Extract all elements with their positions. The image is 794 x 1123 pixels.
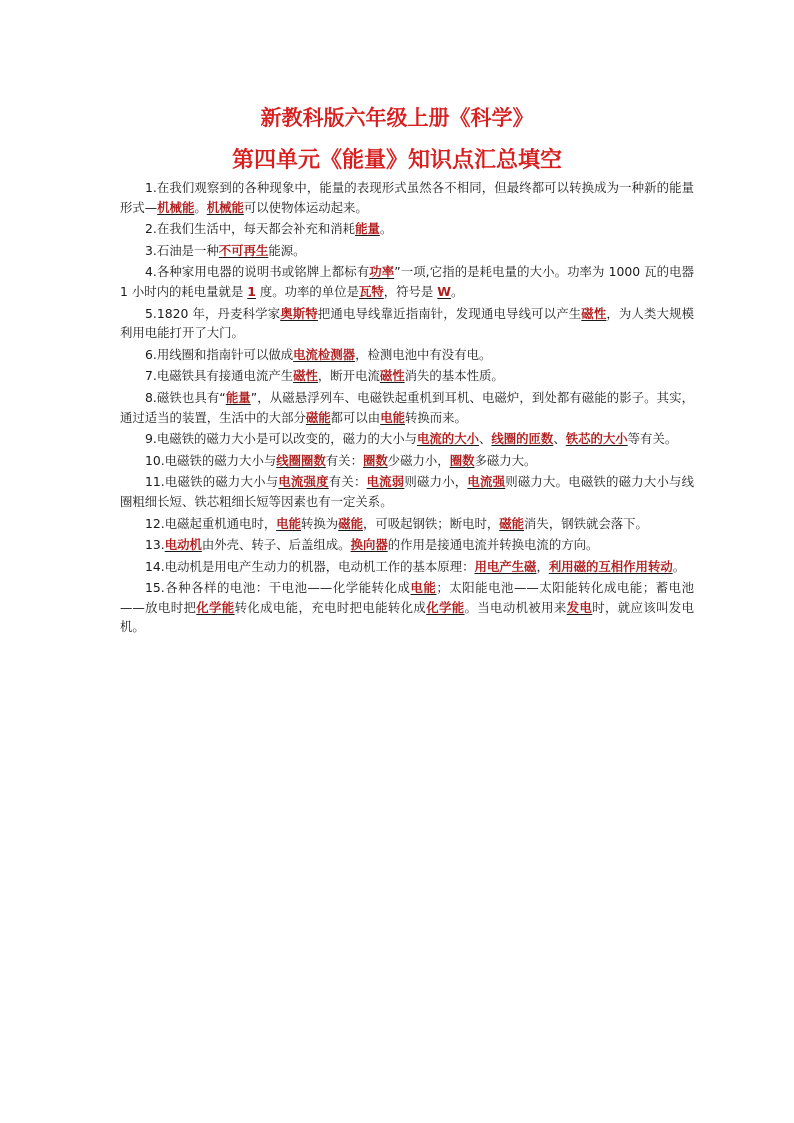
statement-text: 的作用是接通电流并转换电流的方向。 [387,537,599,553]
knowledge-point-7 [120,366,694,386]
statement-text: 9.电磁铁的磁力大小是可以改变的，磁力的大小与 [145,431,418,447]
statement-text: 4.各种家用电器的说明书或铭牌上都标有 [145,264,370,280]
statement-text: ”一项,它指的是耗电量的大小。功率为 1000 瓦的电器 1 小时内的耗电量就是 [120,264,694,299]
statement-text: 8.磁铁也具有“ [145,389,226,405]
fill-in-answer: 圈数 [362,452,388,468]
fill-in-answer: 能量 [225,389,251,405]
document-subtitle: 第四单元《能量》知识点汇总填空 [231,148,562,173]
knowledge-point-5 [120,304,694,343]
fill-in-answer: 功率 [369,264,395,280]
statement-text: 由外壳、转子、后盖组成。 [201,537,351,553]
statement-text: 1.在我们观察到的各种现象中，能量的表现形式虽然各不相同，但最终都可以转换成为一种新的能量形式— [120,180,694,215]
fill-in-answer: 电能 [276,515,302,531]
fill-in-answer: 奥斯特 [280,305,318,321]
fill-in-answer: 线圈圈数 [276,452,326,468]
statement-text: 。 [450,283,464,299]
fill-in-answer: 圈数 [449,452,475,468]
statement-text: ；太阳能电池——太阳能转化成电能；蓄电池——放电时把 [120,580,695,615]
document-title: 新教科版六年级上册《科学》 [260,106,534,130]
fill-in-answer: 电能 [380,409,405,425]
statement-text: 。 [379,221,393,237]
statement-text: 都可以由 [330,409,381,425]
fill-in-answer: 机械能 [206,199,244,215]
statement-text: 消失的基本性质。 [404,368,504,384]
knowledge-point-15 [120,578,694,637]
knowledge-point-6 [120,345,694,365]
fill-in-answer: 能量 [355,221,380,237]
fill-in-answer: 磁性 [379,368,405,384]
fill-in-answer: 电流检测器 [293,346,356,362]
statement-text: ， [536,558,549,574]
statement-text: 多磁力大。 [474,452,537,468]
statement-text: 。当电动机被用来 [464,599,567,615]
statement-text: 转化成电能，充电时把电能转化成 [234,599,427,615]
fill-in-answer: 电流的大小 [417,431,479,447]
fill-in-answer: 磁能 [338,515,363,531]
fill-in-answer: 电动机 [164,537,202,553]
statement-text: ，断开电流 [317,368,380,384]
knowledge-point-14 [120,557,694,577]
statement-text: 、 [553,431,566,447]
statement-text: 7.电磁铁具有接通电流产生 [145,368,294,384]
knowledge-point-3 [120,241,694,261]
statement-text: 。 [194,199,207,215]
statement-text: 把通电导线靠近指南针，发现通电导线可以产生 [317,305,582,321]
statement-text: 6.用线圈和指南针可以做成 [145,346,294,362]
statement-text: 5.1820 年，丹麦科学家 [145,305,281,321]
knowledge-point-13 [120,535,694,555]
fill-in-answer: 磁能 [499,515,525,531]
statement-text: ，符号是 [383,283,438,299]
knowledge-points-list [120,178,694,639]
statement-text: 则磁力大。电磁铁的磁力大小与线圈粗细长短、铁芯粗细长短等因素也有一定关系。 [120,474,695,509]
statement-text: 转换而来。 [404,409,467,425]
statement-text: 15.各种各样的电池：干电池——化学能转化成 [145,580,411,596]
statement-text: 10.电磁铁的磁力大小与 [145,452,277,468]
knowledge-point-9 [120,429,694,449]
fill-in-answer: 用电产生磁 [474,558,537,574]
statement-text: ，检测电池中有没有电。 [355,346,492,362]
statement-text: 12.电磁起重机通电时， [145,515,277,531]
statement-text: 度。功率的单位是 [255,283,359,299]
fill-in-answer: 机械能 [157,199,195,215]
statement-text: 13. [145,537,165,553]
statement-text: 有关： [325,452,363,468]
knowledge-point-10 [120,451,694,471]
fill-in-answer: 不可再生 [218,242,269,258]
fill-in-answer: 线圈的匝数 [491,431,554,447]
fill-in-answer: 磁性 [293,368,318,384]
statement-text: 。 [672,558,686,574]
fill-in-answer: 利用磁的互相作用转动 [548,558,673,574]
fill-in-answer: W [437,283,451,299]
fill-in-answer: 磁能 [305,409,331,425]
fill-in-answer: 电流强度 [278,474,329,490]
fill-in-answer: 磁性 [581,305,607,321]
fill-in-answer: 电能 [410,580,437,596]
fill-in-answer: 1 [247,283,256,299]
knowledge-point-4 [120,262,694,301]
fill-in-answer: 化学能 [426,599,465,615]
statement-text: 有关： [328,474,367,490]
knowledge-point-12 [120,514,694,534]
knowledge-point-8 [120,388,694,427]
statement-text: 14.电动机是用电产生动力的机器，电动机工作的基本原理： [145,558,475,574]
statement-text: ，为人类大规模利用电能打开了大门。 [120,305,695,341]
statement-text: ，可吸起钢铁；断电时， [362,515,500,531]
fill-in-answer: 换向器 [350,537,388,553]
statement-text: 时，就应该叫发电机。 [120,599,695,635]
statement-text: ”，从磁悬浮列车、电磁铁起重机到耳机、电磁炉，到处都有磁能的影子。其实，通过适当的装置，生活中的大部分 [120,389,695,425]
statement-text: 转换为 [301,515,339,531]
fill-in-answer: 电流弱 [366,474,405,490]
statement-text: 消失，钢铁就会落下。 [524,515,648,531]
fill-in-answer: 电流强 [467,474,506,490]
statement-text: 2.在我们生活中，每天都会补充和消耗 [145,221,356,237]
fill-in-answer: 瓦特 [358,283,384,299]
statement-text: 少磁力小， [387,452,450,468]
statement-text: 可以使物体运动起来。 [243,199,368,215]
fill-in-answer: 发电 [566,599,593,615]
statement-text: 能源。 [268,242,306,258]
knowledge-point-2 [120,219,694,239]
statement-text: 等有关。 [627,431,678,447]
fill-in-answer: 化学能 [196,599,235,615]
statement-text: 则磁力小， [404,474,468,490]
statement-text: 、 [478,431,492,447]
fill-in-answer: 铁芯的大小 [565,431,628,447]
statement-text: 3.石油是一种 [145,242,219,258]
knowledge-point-1 [120,178,694,217]
statement-text: 11.电磁铁的磁力大小与 [145,474,279,490]
knowledge-point-11 [120,472,694,511]
